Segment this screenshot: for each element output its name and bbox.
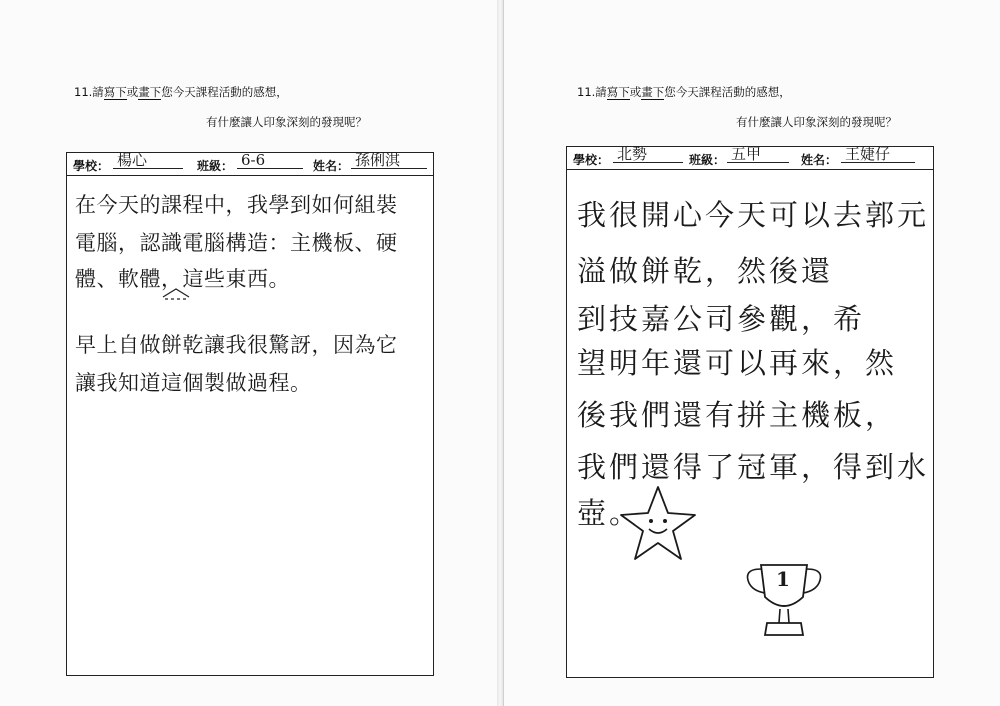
- handwritten-line: 電腦，認識電腦構造：主機板、硬: [75, 231, 398, 255]
- prompt-number: 11.: [74, 85, 93, 99]
- handwritten-line: 讓我知道這個製做過程。: [75, 371, 312, 395]
- class-label: 班級：: [689, 153, 726, 167]
- handwritten-line: 體、軟體，這些東西。: [75, 267, 290, 291]
- name-value: 孫俐淇: [351, 152, 427, 169]
- prompt-text-c: 或: [629, 85, 642, 99]
- handwritten-line: 我很開心今天可以去郭元: [577, 198, 930, 232]
- prompt-line-1: [577, 84, 791, 100]
- right-worksheet: [503, 0, 1000, 706]
- name-value: 王婕仔: [841, 146, 915, 163]
- smiling-star-icon: [617, 483, 699, 565]
- school-value: 楊心: [113, 152, 183, 169]
- name-label: 姓名：: [801, 153, 838, 167]
- prompt-number: 11.: [577, 85, 596, 99]
- prompt-line-2: 有什麼讓人印象深刻的發現呢？: [736, 115, 897, 129]
- handwritten-line: 早上自做餅乾讓我很驚訝，因為它: [75, 333, 398, 357]
- school-value: 北勢: [613, 146, 683, 163]
- handwritten-line: 後我們還有拼主機板，: [577, 398, 898, 432]
- handwritten-line: 在今天的課程中，我學到如何組裝: [75, 193, 398, 217]
- info-row: [67, 153, 433, 176]
- prompt-underlined-draw: 畫下: [641, 85, 665, 99]
- class-value: 五甲: [727, 146, 789, 163]
- prompt-text-a: 請: [92, 85, 104, 99]
- handwritten-line: 望明年還可以再來，然: [577, 346, 898, 380]
- prompt-text-c: 或: [126, 85, 139, 99]
- left-worksheet: [0, 0, 498, 706]
- insertion-mark-icon: [161, 287, 191, 301]
- class-label: 班級：: [197, 159, 234, 173]
- answer-box: [66, 152, 434, 676]
- prompt-text-a: 請: [595, 85, 607, 99]
- prompt-underlined-write: 寫下: [606, 85, 630, 99]
- prompt-text-e: 您今天課程活動的感想，: [664, 85, 791, 99]
- handwritten-line: 到技嘉公司參觀，希: [577, 302, 866, 336]
- name-label: 姓名：: [313, 159, 350, 173]
- info-row: [567, 147, 933, 170]
- trophy-number: 1: [776, 567, 790, 591]
- handwritten-line: 我們還得了冠軍，得到水: [577, 450, 930, 484]
- answer-box: [566, 146, 934, 678]
- class-value: 6-6: [237, 152, 303, 169]
- handwritten-line: 溢做餅乾，然後還: [577, 254, 834, 288]
- handwritten-line: 壺。: [577, 496, 642, 530]
- prompt-underlined-write: 寫下: [103, 85, 127, 99]
- prompt-line-1: [74, 84, 288, 100]
- prompt-line-2: 有什麼讓人印象深刻的發現呢？: [206, 115, 367, 129]
- prompt-underlined-draw: 畫下: [138, 85, 162, 99]
- school-label: 學校：: [73, 159, 110, 173]
- prompt-text-e: 您今天課程活動的感想，: [161, 85, 288, 99]
- school-label: 學校：: [573, 153, 610, 167]
